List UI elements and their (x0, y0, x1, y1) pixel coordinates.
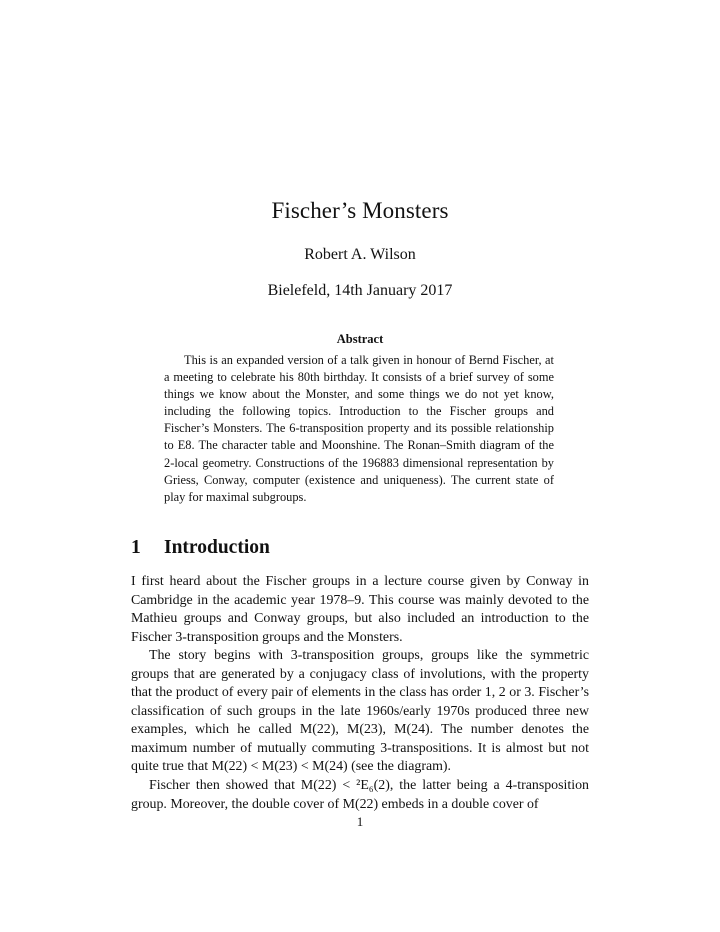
paragraph: I first heard about the Fischer groups in a lecture course given by Conway in Cambridge in the academic year 1978–9. This course was mainly devoted to the Mathieu groups and Conway groups, but also included an introduction to the Fischer 3-transposition groups and the Monsters. (131, 574, 589, 645)
section-heading (131, 537, 270, 559)
paragraph: Fischer then showed that M(22) < ²E₆(2), the latter being a 4-transposition group. Moreover, the double cover of M(22) embeds in a double cover of (131, 778, 589, 812)
abstract-heading: Abstract (336, 332, 384, 346)
paper-title: Fischer’s Monsters (271, 198, 449, 223)
section-title: Introduction (164, 537, 270, 558)
abstract-body: This is an expanded version of a talk given in honour of Bernd Fischer, at a meeting to celebrate his 80th birthday. It consists of a brief survey of some things we know about the Monster, and some things we do not yet know, including the following topics. Introduction to the Fischer groups and Fischer’s Monsters. The 6-transposition property and its possible relationship to E8. The character table and Moonshine. The Ronan–Smith diagram of the 2-local geometry. Constructions of the 196883 dimensional representation by Griess, Conway, computer (existence and uniqueness). The current state of play for maximal subgroups. (164, 353, 554, 504)
paper-date: Bielefeld, 14th January 2017 (267, 282, 453, 299)
paragraph: The story begins with 3-transposition groups, groups like the symmetric groups that are generated by a conjugacy class of involutions, with the property that the product of every pair of elements in the class has order 1, 2 or 3. Fischer’s classification of such groups in the late 1960s/early 1970s produced three new examples, which he called M(22), M(23), M(24). The number denotes the maximum number of mutually commuting 3-transpositions. It is almost but not quite true that M(22) < M(23) < M(24) (see the diagram). (131, 648, 589, 775)
page-number: 1 (356, 814, 364, 829)
section-number: 1 (131, 537, 141, 558)
paper-author: Robert A. Wilson (304, 246, 416, 263)
section-body (131, 573, 589, 814)
